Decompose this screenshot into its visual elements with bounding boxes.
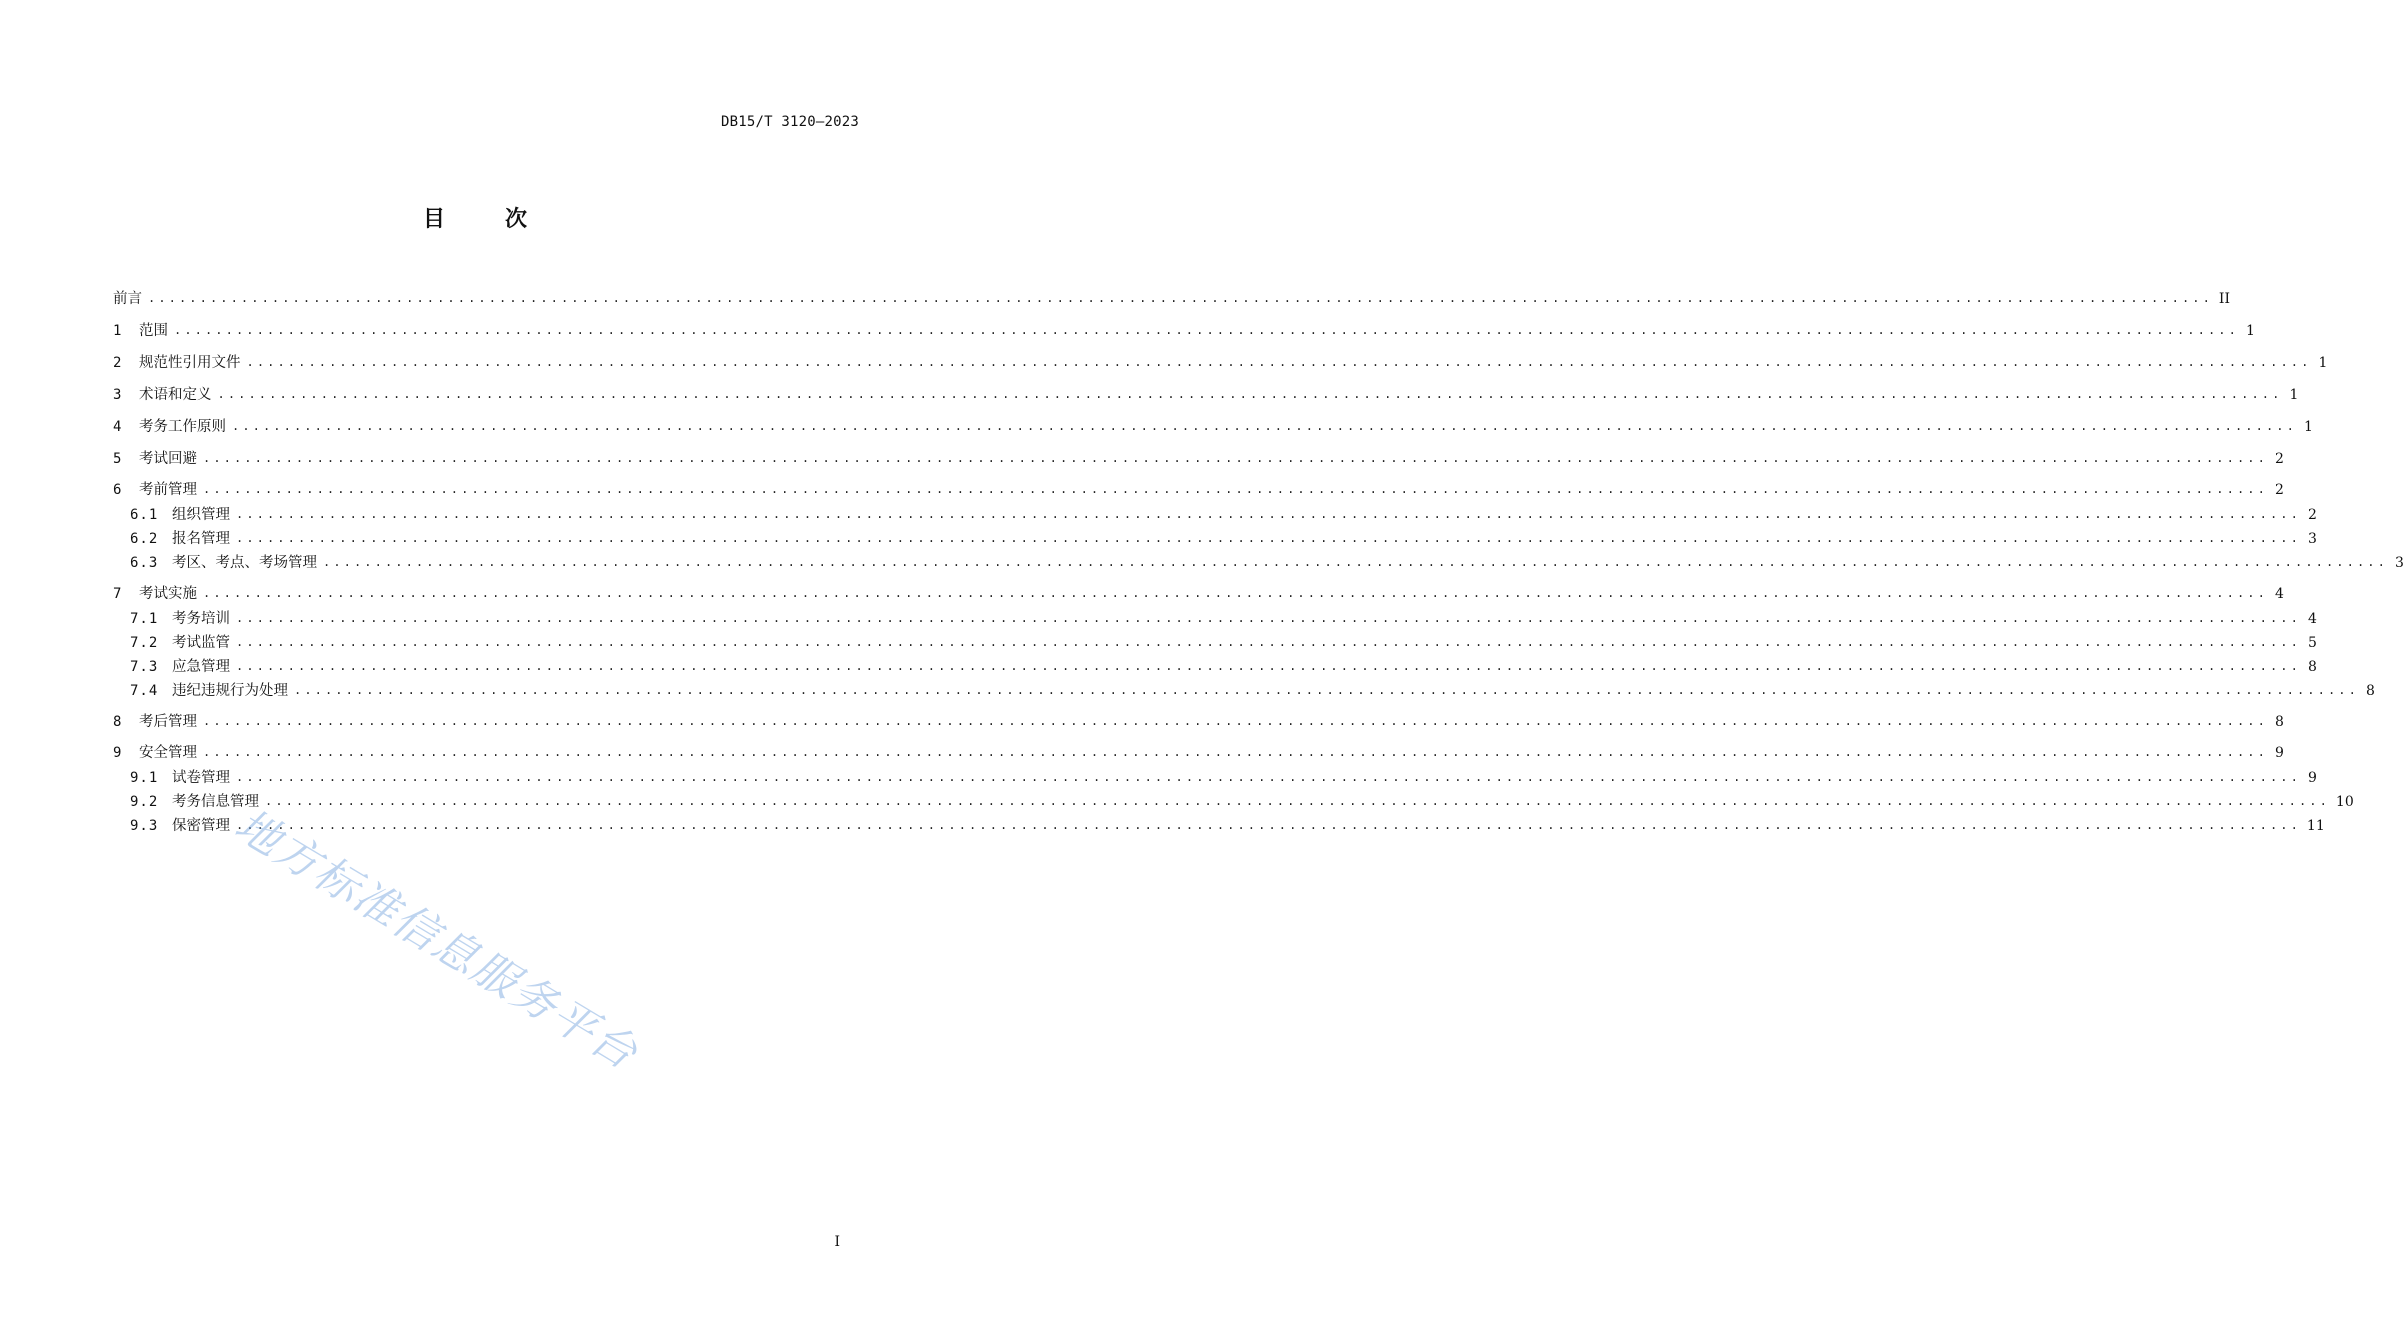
toc-entry-number: 9 [113,745,123,761]
toc-entry[interactable] [113,608,2317,630]
toc-entry-label: 规范性引用文件 [139,355,241,371]
toc-entry-label: 组织管理 [172,507,230,523]
toc-dot-leader: ........................................................................................................................................................................................................ [294,683,2359,697]
toc-entry-page: 1 [2304,419,2313,435]
toc-entry[interactable] [113,680,2375,702]
toc-entry-number: 4 [113,419,123,435]
toc-entry[interactable] [113,479,2284,501]
toc-entry-label: 试卷管理 [172,770,230,786]
toc-entry-page: 8 [2275,714,2284,730]
toc-dot-leader: ........................................................................................................................................................................................................ [246,355,2312,369]
toc-dot-leader: ........................................................................................................................................................................................................ [217,387,2283,401]
toc-entry[interactable] [113,552,2404,574]
toc-entry-page: 8 [2308,659,2317,675]
toc-entry-page: 4 [2275,586,2284,602]
toc-entry[interactable] [113,583,2284,605]
document-code: DB15/T 3120—2023 [720,114,859,130]
toc-entry[interactable] [113,448,2284,470]
toc-entry[interactable] [113,416,2313,438]
toc-entry-page: 2 [2308,507,2317,523]
toc-entry[interactable] [113,656,2317,678]
toc-entry-label: 术语和定义 [139,387,212,403]
toc-entry-number: 6.3 [130,555,159,571]
toc-entry-number: 9.3 [130,818,159,834]
toc-entry-page: 9 [2275,745,2284,761]
toc-entry-page: 3 [2308,531,2317,547]
toc-entry-label: 考区、考点、考场管理 [172,555,317,571]
toc-entry-number: 6.2 [130,531,159,547]
toc-entry-label: 保密管理 [172,818,230,834]
toc-dot-leader: ........................................................................................................................................................................................................ [236,659,2301,673]
toc-entry-number: 3 [113,387,123,403]
toc-dot-leader: ........................................................................................................................................................................................................ [232,419,2297,433]
toc-entry[interactable] [113,742,2284,764]
toc-entry[interactable] [113,352,2328,374]
toc-entry-number: 7 [113,586,123,602]
toc-dot-leader: ........................................................................................................................................................................................................ [203,714,2268,728]
toc-entry[interactable] [113,528,2317,550]
toc-dot-leader: ........................................................................................................................................................................................................ [148,291,2213,305]
toc-entry-page: 4 [2308,611,2317,627]
toc-entry-page: 9 [2308,770,2317,786]
toc-entry-page: 8 [2366,683,2375,699]
toc-dot-leader: ........................................................................................................................................................................................................ [236,818,2301,832]
watermark: 地方标准信息服务平台 [226,799,647,1081]
toc-dot-leader: ........................................................................................................................................................................................................ [236,507,2301,521]
toc-entry-label: 应急管理 [172,659,230,675]
page-number: I [834,1234,840,1250]
toc-dot-leader: ........................................................................................................................................................................................................ [203,586,2268,600]
toc-entry[interactable] [113,504,2317,526]
toc-entry[interactable] [113,384,2299,406]
toc-dot-leader: ........................................................................................................................................................................................................ [203,482,2268,496]
toc-entry-label: 考试回避 [139,451,197,467]
toc-entry-label: 考后管理 [139,714,197,730]
toc-entry-label: 范围 [139,323,168,339]
toc-dot-leader: ........................................................................................................................................................................................................ [236,611,2301,625]
toc-entry-number: 7.2 [130,635,159,651]
toc-entry[interactable] [113,815,2325,837]
toc-dot-leader: ........................................................................................................................................................................................................ [203,451,2268,465]
toc-dot-leader: ........................................................................................................................................................................................................ [174,323,2239,337]
title-part-2: 次 [505,207,528,232]
title-part-1: 目 [422,207,445,232]
toc-entry-number: 7.1 [130,611,159,627]
toc-entry-label: 违纪违规行为处理 [172,683,288,699]
toc-entry-label: 安全管理 [139,745,197,761]
toc-entry-number: 6 [113,482,123,498]
toc-entry-label: 考务培训 [172,611,230,627]
toc-entry-number: 9.1 [130,770,159,786]
toc-entry-number: 9.2 [130,794,159,810]
toc-dot-leader: ........................................................................................................................................................................................................ [236,770,2301,784]
toc-entry-number: 7.3 [130,659,159,675]
toc-entry[interactable] [113,791,2354,813]
toc-dot-leader: ........................................................................................................................................................................................................ [265,794,2330,808]
toc-entry-page: 10 [2335,794,2354,810]
toc-entry-page: 1 [2289,387,2299,403]
toc-entry[interactable] [113,632,2317,654]
toc-entry[interactable] [113,320,2255,342]
toc-entry[interactable] [113,767,2317,789]
toc-entry-number: 5 [113,451,123,467]
toc-entry-page: 11 [2306,818,2325,834]
toc-entry[interactable] [113,711,2284,733]
toc-entry-page: 2 [2275,482,2284,498]
toc-entry-page: 5 [2308,635,2317,651]
toc-entry-label: 前言 [113,291,142,307]
toc-entry-page: 3 [2395,555,2404,571]
toc-entry-number: 8 [113,714,123,730]
toc-entry-label: 考务信息管理 [172,794,259,810]
toc-entry[interactable] [113,288,2230,310]
toc-entry-number: 2 [113,355,123,371]
toc-entry-number: 1 [113,323,123,339]
page-title [0,202,950,233]
toc-entry-label: 考试监管 [172,635,230,651]
toc-entry-label: 考务工作原则 [139,419,226,435]
toc-dot-leader: ........................................................................................................................................................................................................ [236,635,2301,649]
toc-entry-page: 2 [2275,451,2284,467]
toc-dot-leader: ........................................................................................................................................................................................................ [203,745,2268,759]
toc-entry-number: 6.1 [130,507,159,523]
toc-dot-leader: ........................................................................................................................................................................................................ [323,555,2388,569]
toc-dot-leader: ........................................................................................................................................................................................................ [236,531,2301,545]
toc-entry-page: II [2218,291,2230,307]
toc-entry-number: 7.4 [130,683,159,699]
toc-entry-label: 考前管理 [139,482,197,498]
toc-entry-page: 1 [2318,355,2328,371]
toc-entry-page: 1 [2246,323,2255,339]
toc-entry-label: 考试实施 [139,586,197,602]
toc-entry-label: 报名管理 [172,531,230,547]
